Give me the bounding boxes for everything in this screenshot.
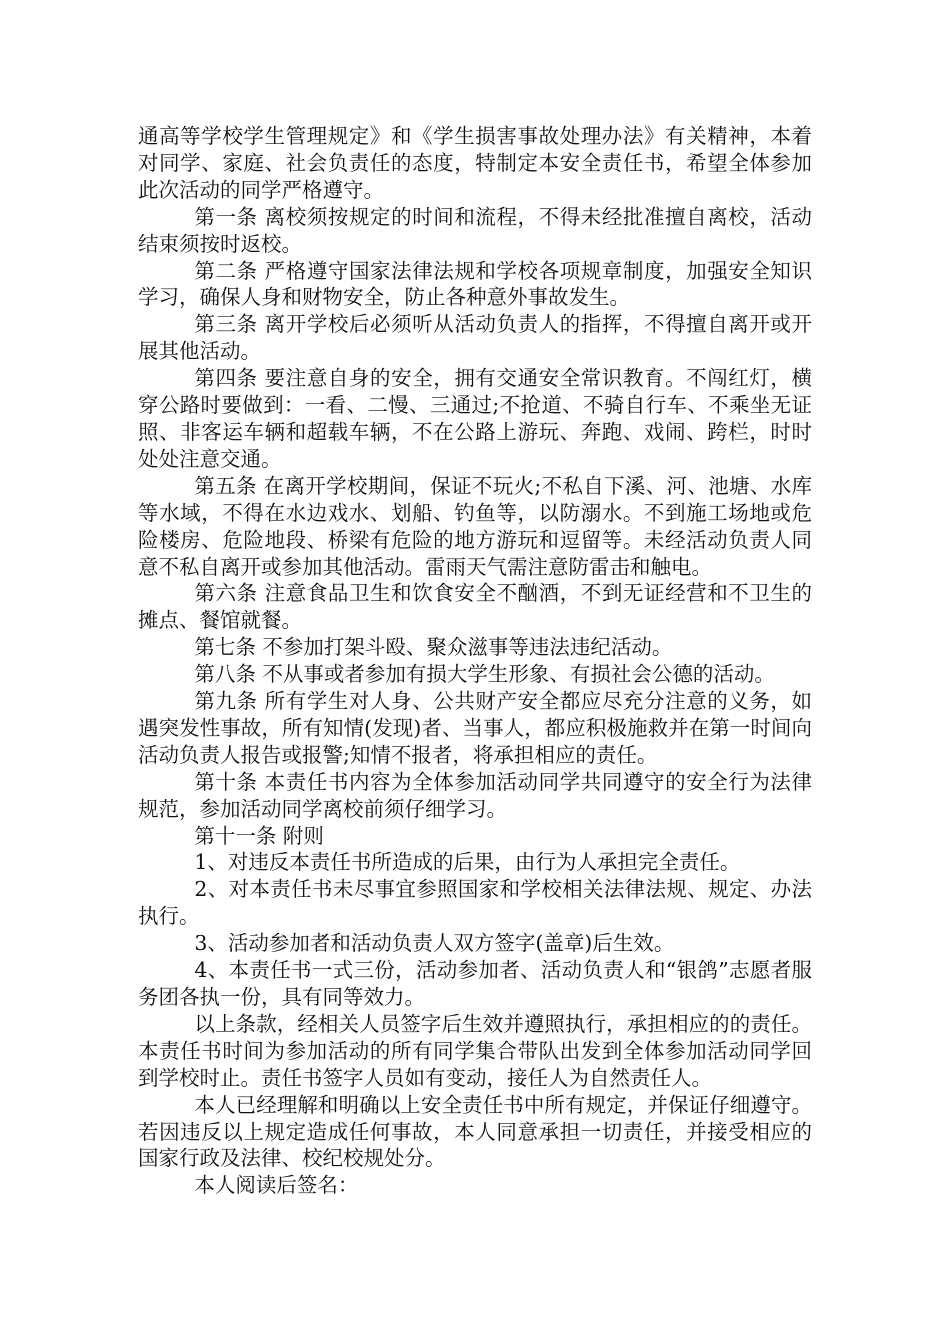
paragraph-intro: 通高等学校学生管理规定》和《学生损害事故处理办法》有关精神，本着对同学、家庭、社会负责任的态度，特制定本安全责任书，希望全体参加此次活动的同学严格遵守。 xyxy=(138,124,812,202)
paragraph-appendix-item-3: 3、活动参加者和活动负责人双方签字(盖章)后生效。 xyxy=(194,931,675,956)
paragraph-article-2: 第二条 严格遵守国家法律法规和学校各项规章制度，加强安全知识学习，确保人身和财物安全，防止各种意外事故发生。 xyxy=(138,258,812,310)
paragraph-declaration: 本人已经理解和明确以上安全责任书中所有规定，并保证仔细遵守。若因违反以上规定造成任何事故，本人同意承担一切责任，并接受相应的国家行政及法律、校纪校规处分。 xyxy=(138,1092,812,1171)
paragraph-appendix-item-2: 2、对本责任书未尽事宜参照国家和学校相关法律法规、规定、办法执行。 xyxy=(138,877,812,929)
paragraph-article-3: 第三条 离开学校后必须听从活动负责人的指挥，不得擅自离开或开展其他活动。 xyxy=(138,312,812,364)
paragraph-appendix-item-4: 4、本责任书一式三份，活动参加者、活动负责人和“银鸽”志愿者服务团各执一份，具有同等效力。 xyxy=(138,958,812,1009)
paragraph-article-10: 第十条 本责任书内容为全体参加活动同学共同遵守的安全行为法律规范，参加活动同学离校前须仔细学习。 xyxy=(138,769,812,821)
paragraph-article-5: 第五条 在离开学校期间，保证不玩火;不私自下溪、河、池塘、水库等水域，不得在水边戏水、划船、钓鱼等，以防溺水。不到施工场地或危险楼房、危险地段、桥梁有危险的地方游玩和逗留等。未经活动负责人同意不私自离开或参加其他活动。雷雨天气需注意防雷击和触电。 xyxy=(138,473,812,579)
paragraph-article-11-heading: 第十一条 附则 xyxy=(194,823,324,848)
paragraph-closing: 以上条款，经相关人员签字后生效并遵照执行，承担相应的的责任。本责任书时间为参加活动的所有同学集合带队出发到全体参加活动同学回到学校时止。责任书签字人员如有变动，接任人为自然责任人。 xyxy=(138,1011,812,1090)
paragraph-appendix-item-1: 1、对违反本责任书所造成的后果，由行为人承担完全责任。 xyxy=(194,850,741,875)
signature-line: 本人阅读后签名： xyxy=(194,1173,359,1198)
paragraph-article-9: 第九条 所有学生对人身、公共财产安全都应尽充分注意的义务，如遇突发性事故，所有知情(发现)者、当事人，都应积极施救并在第一时间向活动负责人报告或报警;知情不报者，将承担相应的责任。 xyxy=(138,689,812,767)
paragraph-article-4: 第四条 要注意自身的安全，拥有交通安全常识教育。不闯红灯，横穿公路时要做到：一看、二慢、三通过;不抢道、不骑自行车、不乘坐无证照、非客运车辆和超载车辆，不在公路上游玩、奔跑、戏闹、跨栏，时时处处注意交通。 xyxy=(138,366,812,471)
paragraph-article-6: 第六条 注意食品卫生和饮食安全不酗酒，不到无证经营和不卫生的摊点、餐馆就餐。 xyxy=(138,581,812,633)
paragraph-article-8: 第八条 不从事或者参加有损大学生形象、有损社会公德的活动。 xyxy=(194,662,775,687)
paragraph-article-1: 第一条 离校须按规定的时间和流程，不得未经批准擅自离校，活动结束须按时返校。 xyxy=(138,204,812,256)
paragraph-article-7: 第七条 不参加打架斗殴、聚众滋事等违法违纪活动。 xyxy=(194,635,673,660)
